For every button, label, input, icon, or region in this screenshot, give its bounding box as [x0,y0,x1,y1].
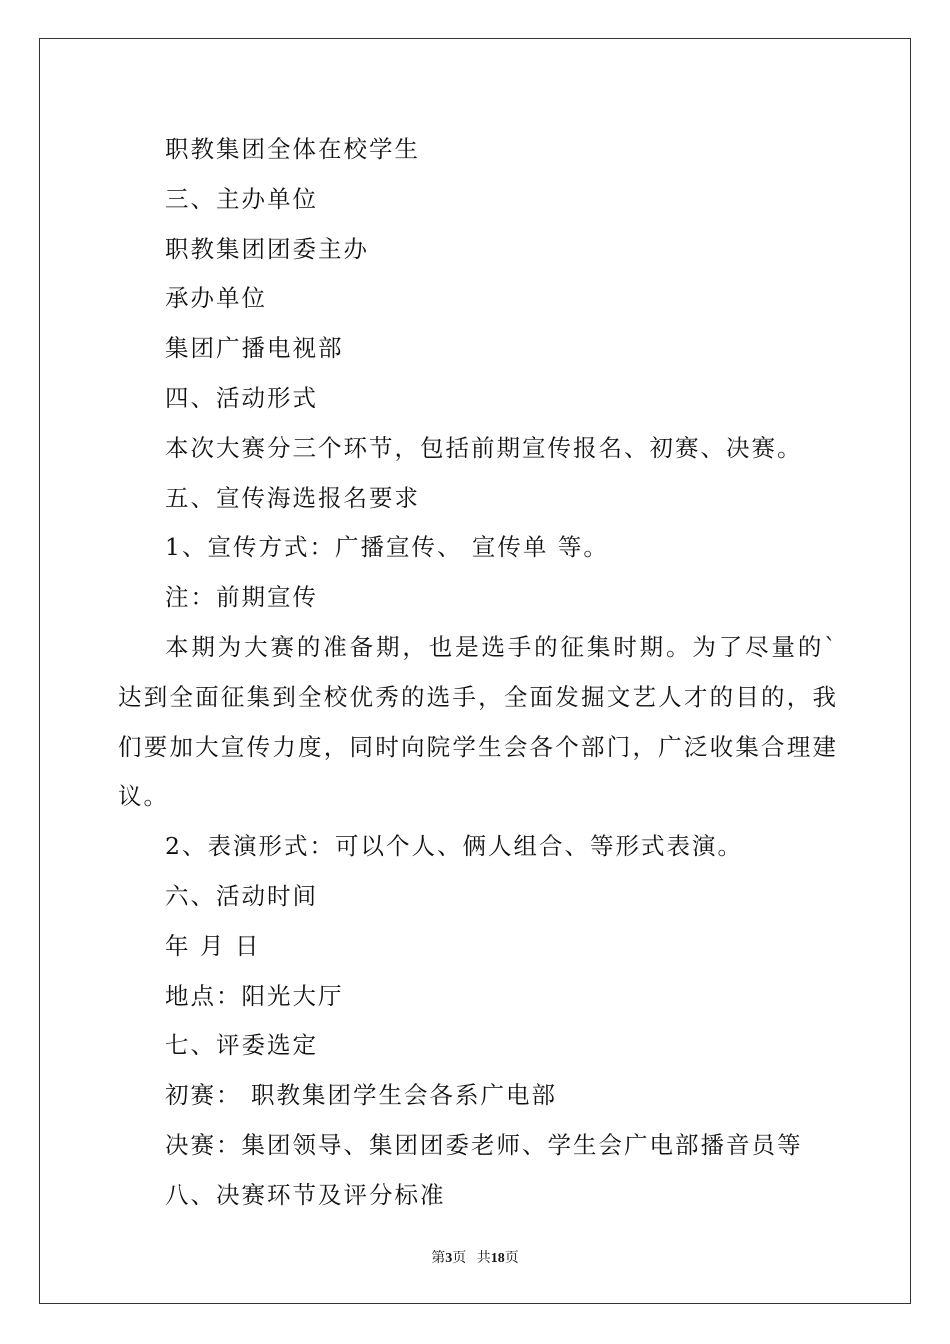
page-footer [0,1247,950,1267]
text-line: 职教集团团委主办 [165,234,369,263]
text-line: 集团广播电视部 [165,334,344,363]
text-line: 本次大赛分三个环节，包括前期宣传报名、初赛、决赛。 [165,433,803,462]
text-line: 地点：阳光大厅 [165,981,344,1010]
text-line: 注：前期宣传 [165,583,318,612]
section-heading: 七、评委选定 [165,1031,318,1060]
total-prefix: 共 [476,1251,491,1266]
page-number: 3 [445,1251,453,1266]
text-line: 承办单位 [165,284,267,313]
section-heading: 三、主办单位 [165,184,318,213]
text-line: 2、表演形式：可以个人、俩人组合、等形式表演。 [165,832,743,861]
section-heading: 六、活动时间 [165,881,318,910]
text-line: 1、宣传方式：广播宣传、 宣传单 等。 [165,533,609,562]
text-line: 职教集团全体在校学生 [165,135,420,163]
document-body [118,125,838,1221]
body-paragraph: 本期为大赛的准备期，也是选手的征集时期。为了尽量的`达到全面征集到全校优秀的选手，全面发掘文艺人才的目的，我们要加大宣传力度，同时向院学生会各个部门，广泛收集合理建议。 [118,632,838,811]
page-suffix: 页 [452,1251,467,1266]
text-line: 决赛：集团领导、集团团委老师、学生会广电部播音员等 [165,1130,803,1159]
section-heading: 四、活动形式 [165,383,318,412]
section-heading: 八、决赛环节及评分标准 [165,1180,446,1209]
total-pages: 18 [490,1251,505,1266]
total-suffix: 页 [504,1251,519,1266]
text-line: 年 月 日 [165,931,261,960]
section-heading: 五、宣传海选报名要求 [165,483,420,512]
page-prefix: 第 [431,1251,446,1266]
text-line: 初赛： 职教集团学生会各系广电部 [165,1081,557,1110]
